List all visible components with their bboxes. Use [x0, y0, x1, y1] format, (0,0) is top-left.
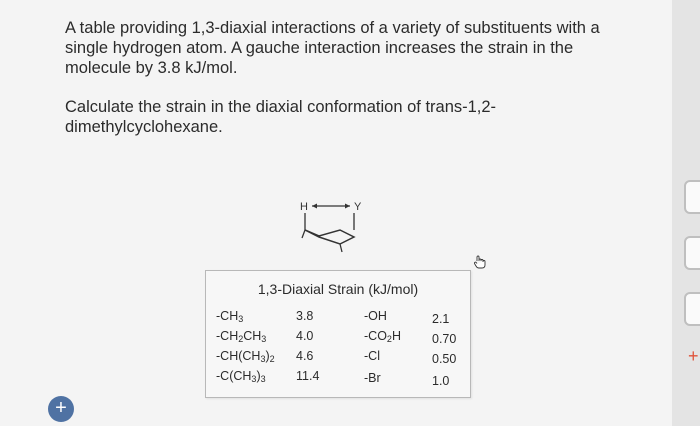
side-option-box-1[interactable]	[684, 180, 700, 214]
side-option-box-3[interactable]	[684, 292, 700, 326]
cyclohexane-diagram	[284, 194, 384, 262]
plus-icon: +	[55, 397, 67, 419]
value-oh: 2.1	[432, 312, 450, 326]
h-label: H	[300, 201, 308, 213]
value-ch2ch3: 4.0	[296, 329, 314, 343]
diaxial-strain-table	[205, 270, 471, 398]
question-text	[65, 18, 635, 137]
substituent-ch-ch3-2: $-CH(CH_3)_2$	[216, 349, 275, 364]
substituent-oh: -OH	[364, 309, 387, 323]
value-ch-ch3-2: 4.6	[296, 349, 314, 363]
substituent-c-ch3-3: $-C(CH_3)_3$	[216, 369, 266, 384]
question-paragraph-2: Calculate the strain in the diaxial conformation of trans-1,2-dimethylcyclohexane.	[65, 98, 497, 136]
value-br: 1.0	[432, 374, 450, 388]
substituent-ch3: $-CH_3$	[216, 309, 244, 324]
substituent-co2h: $-CO_2H$	[364, 329, 401, 344]
question-paragraph-1: A table providing 1,3-diaxial interactions of a variety of substituents with a single hydrogen atom. A gauche interaction increases the strain in the molecule by 3.8 kJ/mol.	[65, 19, 600, 77]
add-button[interactable]	[48, 396, 74, 422]
value-c-ch3-3: 11.4	[296, 369, 320, 383]
substituent-br: -Br	[364, 371, 381, 385]
hand-cursor-icon	[472, 254, 488, 270]
value-co2h: 0.70	[432, 332, 457, 346]
table-title: 1,3-Diaxial Strain (kJ/mol)	[257, 281, 419, 297]
substituent-ch2ch3: $-CH_2CH_3$	[216, 329, 267, 344]
y-label: Y	[354, 201, 362, 213]
side-option-box-2[interactable]	[684, 236, 700, 270]
side-add-icon[interactable]: +	[688, 346, 699, 366]
value-ch3: 3.8	[296, 309, 314, 323]
value-cl: 0.50	[432, 352, 457, 366]
substituent-cl: -Cl	[364, 349, 380, 363]
